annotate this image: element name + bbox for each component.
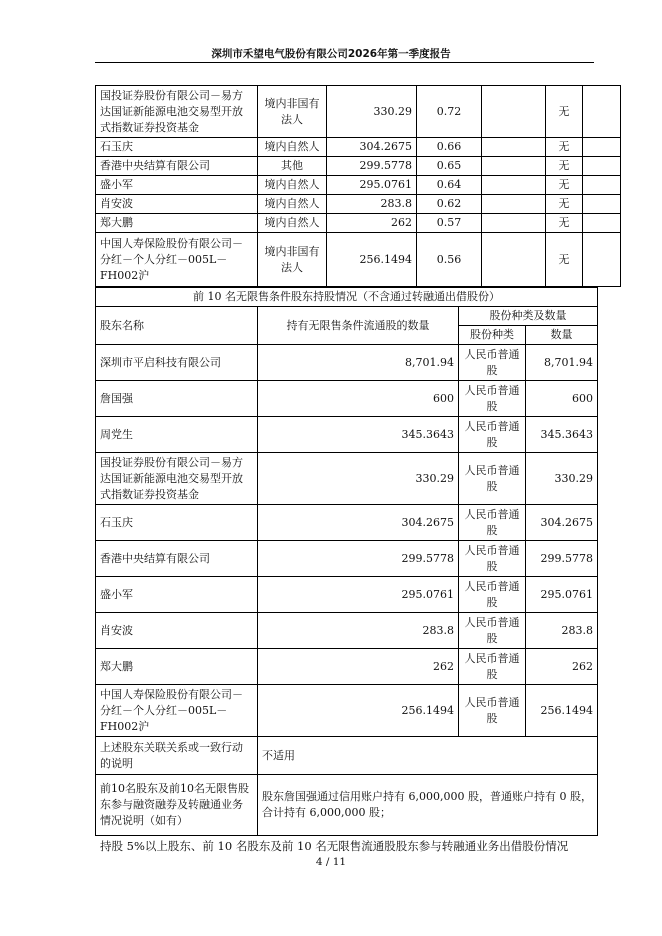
share-amount: 330.29: [526, 453, 598, 505]
share-type: 人民币普通股: [459, 541, 526, 577]
share-type: 人民币普通股: [459, 505, 526, 541]
holder-unrestricted-qty: 304.2675: [258, 505, 459, 541]
share-amount: 262: [526, 649, 598, 685]
holder-ratio: 0.56: [417, 233, 482, 287]
holder-name: 石玉庆: [96, 138, 258, 157]
holder-name: 周党生: [96, 417, 258, 453]
table-row: [96, 138, 621, 157]
table-row: [96, 505, 598, 541]
holder-pledge-status: 无: [546, 86, 583, 138]
share-type: 人民币普通股: [459, 381, 526, 417]
holder-name: 郑大鹏: [96, 214, 258, 233]
col-header-type-group: 股份种类及数量: [459, 307, 598, 326]
holder-shares: 304.2675: [327, 138, 417, 157]
holder-nature: 境内非国有法人: [258, 233, 327, 287]
holder-name: 詹国强: [96, 381, 258, 417]
col-header-holder: 股东名称: [96, 307, 258, 345]
holder-pledge-qty: [583, 233, 621, 287]
share-type: 人民币普通股: [459, 345, 526, 381]
holder-name: 石玉庆: [96, 505, 258, 541]
table-row: [96, 613, 598, 649]
holder-shares: 295.0761: [327, 176, 417, 195]
holder-pledge-qty: [583, 157, 621, 176]
note-margin-value: 股东詹国强通过信用账户持有 6,000,000 股，普通账户持有 0 股，合计持有 6,000,000 股；: [258, 775, 598, 836]
share-amount: 299.5778: [526, 541, 598, 577]
holder-nature: 境内自然人: [258, 214, 327, 233]
holder-nature: 境内自然人: [258, 176, 327, 195]
share-amount: 8,701.94: [526, 345, 598, 381]
note-related-label: 上述股东关联关系或一致行动的说明: [96, 737, 258, 775]
section-caption: 持股 5%以上股东、前 10 名股东及前 10 名无限售流通股股东参与转融通业务出借股份情况: [100, 839, 569, 853]
share-amount: 283.8: [526, 613, 598, 649]
holder-nature: 其他: [258, 157, 327, 176]
holder-name: 深圳市平启科技有限公司: [96, 345, 258, 381]
share-amount: 256.1494: [526, 685, 598, 737]
holder-unrestricted-qty: 262: [258, 649, 459, 685]
share-type: 人民币普通股: [459, 613, 526, 649]
holder-shares: 283.8: [327, 195, 417, 214]
col-header-type: 股份种类: [459, 326, 526, 345]
note-related-value: 不适用: [258, 737, 598, 775]
holder-shares: 299.5778: [327, 157, 417, 176]
holder-pledge-status: 无: [546, 214, 583, 233]
top-shareholders-table: [95, 85, 621, 287]
table-row: [96, 577, 598, 613]
col-header-amount: 数量: [526, 326, 598, 345]
holder-name: 盛小军: [96, 176, 258, 195]
table-row: [96, 381, 598, 417]
holder-unrestricted-qty: 600: [258, 381, 459, 417]
holder-pledge-status: 无: [546, 195, 583, 214]
share-type: 人民币普通股: [459, 685, 526, 737]
holder-nature: 境内自然人: [258, 138, 327, 157]
table-row: [96, 685, 598, 737]
table-row: [96, 214, 621, 233]
holder-restricted: [482, 233, 546, 287]
share-type: 人民币普通股: [459, 649, 526, 685]
holder-unrestricted-qty: 330.29: [258, 453, 459, 505]
unrestricted-shareholders-table: [95, 287, 598, 836]
holder-name: 国投证券股份有限公司－易方达国证新能源电池交易型开放式指数证券投资基金: [96, 453, 258, 505]
holder-nature: 境内非国有法人: [258, 86, 327, 138]
holder-shares: 262: [327, 214, 417, 233]
holder-restricted: [482, 214, 546, 233]
holder-name: 肖安波: [96, 613, 258, 649]
share-type: 人民币普通股: [459, 577, 526, 613]
table-row: [96, 195, 621, 214]
holder-name: 郑大鹏: [96, 649, 258, 685]
holder-ratio: 0.65: [417, 157, 482, 176]
holder-unrestricted-qty: 8,701.94: [258, 345, 459, 381]
holder-name: 肖安波: [96, 195, 258, 214]
holder-unrestricted-qty: 256.1494: [258, 685, 459, 737]
holder-name: 中国人寿保险股份有限公司－分红－个人分红－005L－FH002沪: [96, 685, 258, 737]
holder-pledge-qty: [583, 138, 621, 157]
table-row: [96, 86, 621, 138]
share-amount: 345.3643: [526, 417, 598, 453]
holder-name: 香港中央结算有限公司: [96, 157, 258, 176]
table-row: [96, 417, 598, 453]
holder-name: 中国人寿保险股份有限公司－分红－个人分红－005L－FH002沪: [96, 233, 258, 287]
holder-ratio: 0.72: [417, 86, 482, 138]
note-margin-label: 前10名股东及前10名无限售股东参与融资融券及转融通业务情况说明（如有）: [96, 775, 258, 836]
share-amount: 304.2675: [526, 505, 598, 541]
holder-pledge-qty: [583, 86, 621, 138]
holder-restricted: [482, 195, 546, 214]
table-row: [96, 233, 621, 287]
holder-pledge-status: 无: [546, 233, 583, 287]
holder-pledge-qty: [583, 195, 621, 214]
holder-ratio: 0.66: [417, 138, 482, 157]
holder-pledge-status: 无: [546, 176, 583, 195]
section-title: 前 10 名无限售条件股东持股情况（不含通过转融通出借股份）: [96, 288, 598, 307]
share-type: 人民币普通股: [459, 417, 526, 453]
holder-shares: 330.29: [327, 86, 417, 138]
header-divider: [95, 62, 594, 63]
holder-name: 香港中央结算有限公司: [96, 541, 258, 577]
holder-restricted: [482, 157, 546, 176]
holder-restricted: [482, 86, 546, 138]
share-amount: 600: [526, 381, 598, 417]
holder-ratio: 0.57: [417, 214, 482, 233]
holder-restricted: [482, 138, 546, 157]
holder-name: 国投证券股份有限公司－易方达国证新能源电池交易型开放式指数证券投资基金: [96, 86, 258, 138]
table-row: [96, 649, 598, 685]
holder-nature: 境内自然人: [258, 195, 327, 214]
table-row: [96, 541, 598, 577]
table-row: [96, 345, 598, 381]
holder-pledge-qty: [583, 176, 621, 195]
holder-shares: 256.1494: [327, 233, 417, 287]
holder-pledge-status: 无: [546, 157, 583, 176]
holder-name: 盛小军: [96, 577, 258, 613]
holder-ratio: 0.64: [417, 176, 482, 195]
table-row: [96, 453, 598, 505]
holder-pledge-qty: [583, 214, 621, 233]
holder-unrestricted-qty: 345.3643: [258, 417, 459, 453]
holder-unrestricted-qty: 299.5778: [258, 541, 459, 577]
holder-restricted: [482, 176, 546, 195]
page-number: 4 / 11: [315, 856, 347, 868]
share-type: 人民币普通股: [459, 453, 526, 505]
col-header-qty: 持有无限售条件流通股的数量: [258, 307, 459, 345]
holder-unrestricted-qty: 283.8: [258, 613, 459, 649]
table-row: [96, 176, 621, 195]
page-header-title: 深圳市禾望电气股份有限公司2026年第一季度报告: [211, 48, 451, 60]
holder-pledge-status: 无: [546, 138, 583, 157]
share-amount: 295.0761: [526, 577, 598, 613]
holder-ratio: 0.62: [417, 195, 482, 214]
holder-unrestricted-qty: 295.0761: [258, 577, 459, 613]
table-row: [96, 157, 621, 176]
